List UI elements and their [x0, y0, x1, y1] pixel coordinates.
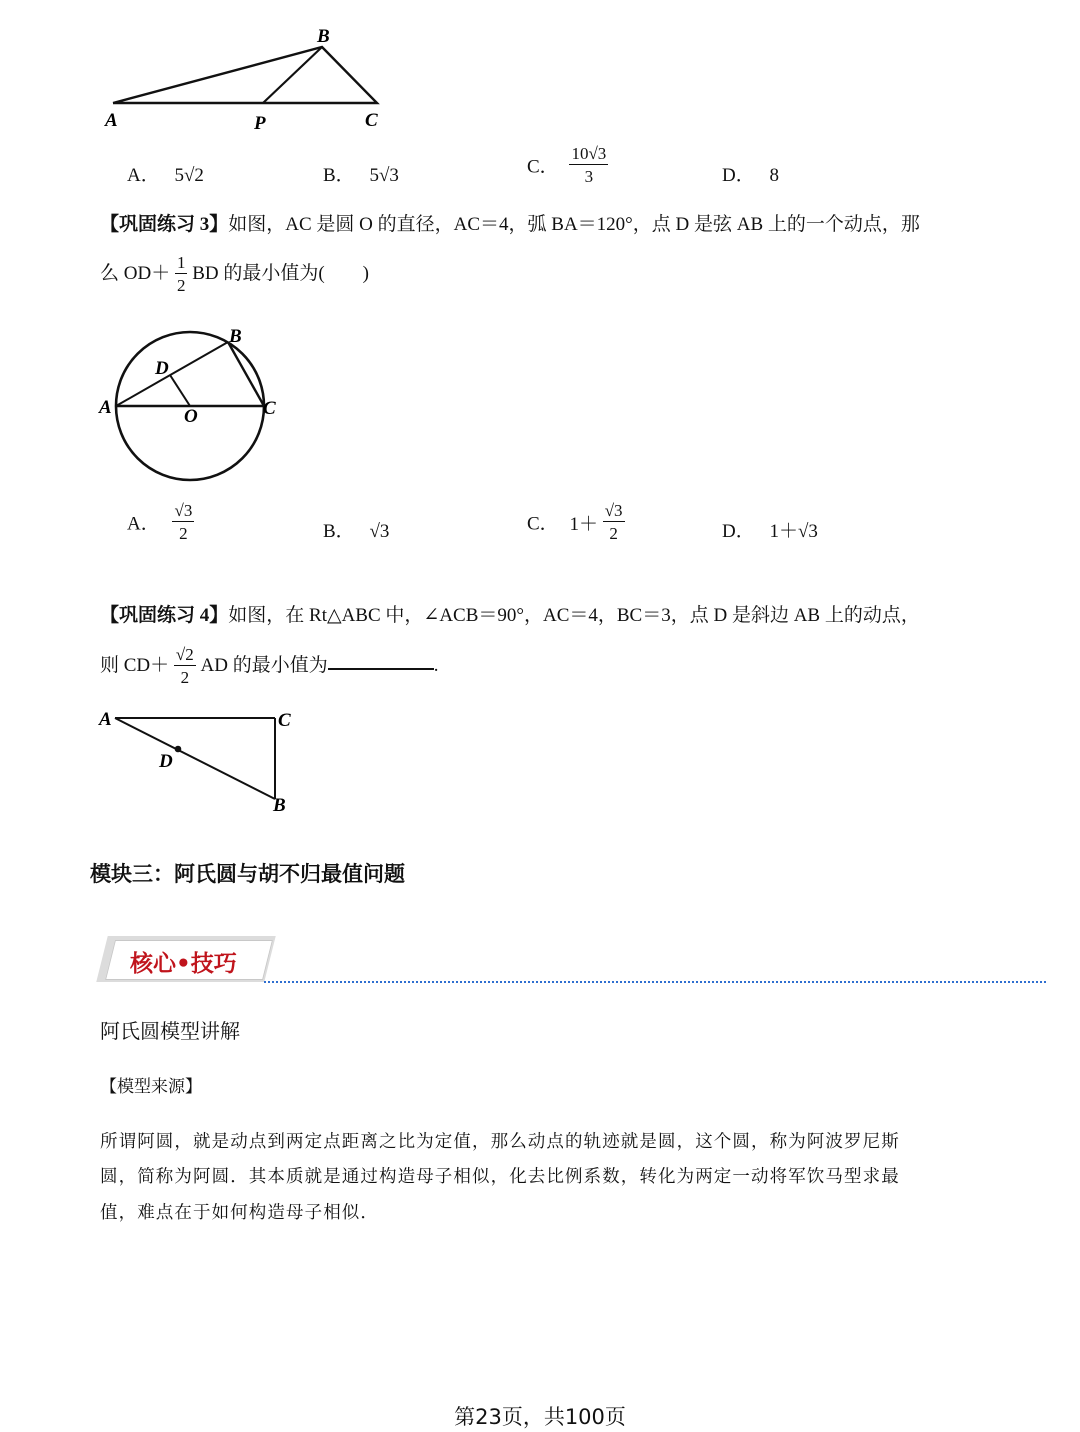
circle-label-a: A: [99, 397, 112, 418]
core-banner-title: 核心•技巧: [130, 951, 237, 977]
label-a: A: [105, 110, 118, 131]
q4-text-line1: 如图，在 Rt△ABC 中，∠ACB＝90°，AC＝4，BC＝3，点 D 是斜边 AB 上的动点，: [228, 605, 920, 626]
paragraph-line-2: 圆，简称为阿圆．其本质就是通过构造母子相似，化去比例系数，转化为两定一动将军饮马型求最: [100, 1166, 900, 1186]
q3-line1: [100, 213, 920, 237]
q3-option-c-fraction: $\frac{√3}{2}$: [604, 501, 623, 543]
q2-option-b-value: 5√3: [369, 165, 399, 186]
subtitle: 阿氏圆模型讲解: [100, 1021, 240, 1043]
q2-option-c-fraction: $\frac{10√3}{3}$: [571, 144, 607, 186]
q3-option-c: C． 1＋ $\frac{√3}{2}$: [527, 501, 623, 543]
core-banner: [98, 934, 1048, 986]
paragraph-line-1: 所谓阿圆，就是动点到两定点距离之比为定值，那么动点的轨迹就是圆，这个圆，称为阿波罗尼斯: [100, 1131, 900, 1151]
rt-label-a: A: [99, 709, 112, 730]
circle-label-o: O: [184, 406, 198, 427]
q4-fraction-root2: $\frac{√2}{2}$: [175, 645, 194, 687]
q3-option-a-fraction: $\frac{√3}{2}$: [174, 501, 193, 543]
answer-blank: [328, 650, 434, 670]
page-footer: 第23页，共100页: [454, 1405, 626, 1429]
figure-triangle-abpc: [95, 25, 395, 135]
q4-line2: 则 CD＋ $\frac{√2}{2}$ AD 的最小值为 .: [100, 645, 439, 687]
figure-circle: [95, 322, 290, 487]
q3-option-b: B． √3: [323, 521, 390, 542]
q2-option-d: D． 8: [722, 165, 779, 186]
label-p: P: [254, 113, 266, 134]
q3-fraction-half: $\frac{1}{2}$: [176, 253, 186, 295]
q2-option-c: C． $\frac{10√3}{3}$: [527, 144, 607, 186]
label-b: B: [317, 26, 330, 47]
circle-label-b: B: [229, 326, 242, 347]
q2-option-a: A． 5√2: [127, 165, 204, 186]
q2-option-b: B． 5√3: [323, 165, 399, 186]
q3-line2: 么 OD＋ $\frac{1}{2}$ BD 的最小值为( ): [100, 253, 370, 295]
q3-option-b-value: √3: [369, 521, 390, 542]
q4-tag: 【巩固练习 4】: [100, 605, 229, 626]
q2-option-d-value: 8: [769, 165, 779, 186]
rt-label-c: C: [278, 710, 291, 731]
q3-text-line1: 如图，AC 是圆 O 的直径，AC＝4，弧 BA＝120°，点 D 是弦 AB 上的一个动点，那: [228, 214, 920, 235]
rt-label-b: B: [273, 795, 286, 816]
label-c: C: [365, 110, 378, 131]
module-title: 模块三：阿氏圆与胡不归最值问题: [90, 862, 405, 886]
circle-label-d: D: [155, 358, 169, 379]
q2-option-a-value: 5√2: [174, 165, 204, 186]
figure-right-triangle: [95, 705, 310, 820]
core-banner-dotted-line: [264, 981, 1046, 983]
q3-option-d: D． 1＋√3: [722, 521, 818, 542]
q4-line1: [100, 604, 920, 628]
circle-label-c: C: [263, 398, 276, 419]
q3-option-a: A． $\frac{√3}{2}$: [127, 501, 193, 543]
model-source-heading: 【模型来源】: [100, 1077, 202, 1096]
q3-option-d-value: 1＋√3: [769, 521, 818, 542]
q3-tag: 【巩固练习 3】: [100, 214, 229, 235]
rt-label-d: D: [159, 751, 173, 772]
paragraph-line-3: 值，难点在于如何构造母子相似．: [100, 1202, 379, 1222]
